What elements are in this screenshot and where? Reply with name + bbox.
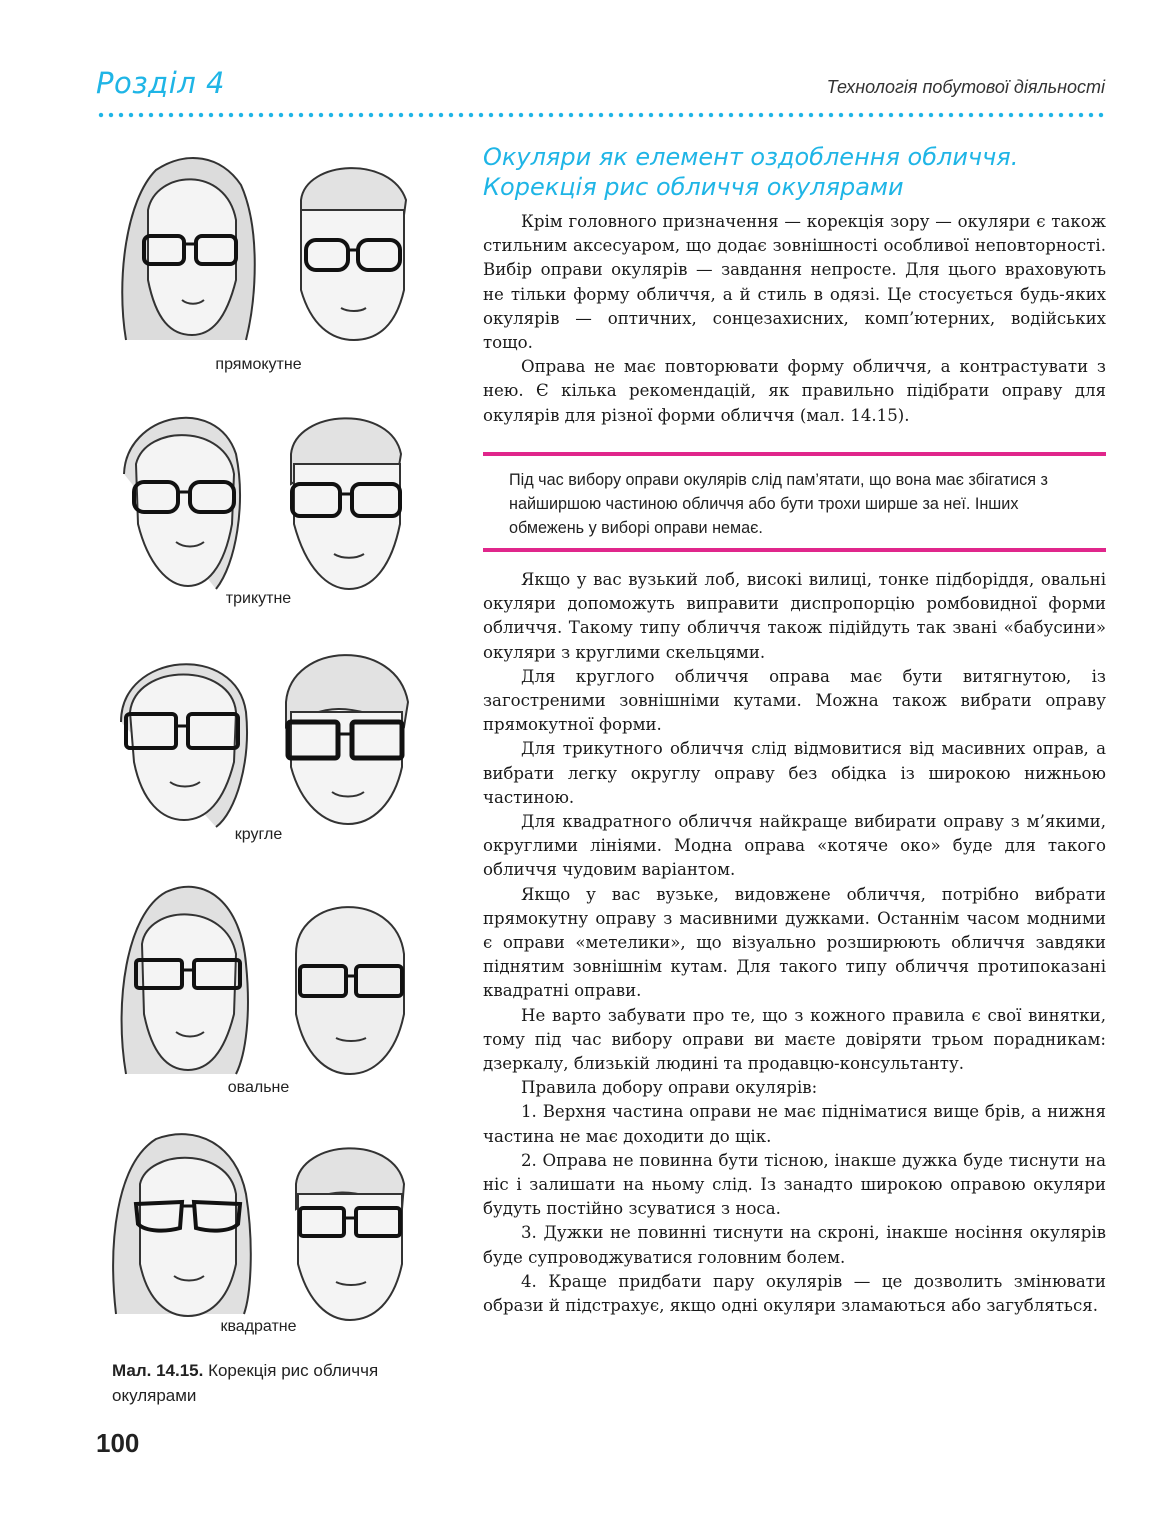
intro-paragraph-2: Оправа не має повторювати форму обличчя, а контрастувати з нею. Є кілька рекомендацій, як правильно підібрати оправу для окулярів для різної форми обличчя (мал. 14.15). xyxy=(483,357,1106,425)
face-row-round xyxy=(96,632,436,847)
note-text: Під час вибору оправи окулярів слід пам’ятати, що вона має збігатися з найширшою частиною обличчя або бути трохи ширше за неї. Інших обмежень у виборі оправи немає. xyxy=(509,471,1048,537)
intro-paragraph-1: Крім головного призначення — корекція зору — окуляри є також стильним аксесуаром, що додає зовнішності особливої неповторності. Вибір оправи окулярів — завдання непросте. Для цього враховують не тільки форму обличчя, а й стиль в одязі. Це стосується будь-яких окулярів — оптичних, сонцезахисних, комп’ютерних, водійських тощо. xyxy=(483,212,1106,353)
article-heading-line-1: Окуляри як елемент оздоблення обличчя. xyxy=(483,143,1019,171)
figure-caption-text: Корекція рис обличчя окулярами xyxy=(112,1361,379,1405)
article-heading xyxy=(483,142,1103,202)
face-illustration-round xyxy=(96,632,436,832)
rule-1: 1. Верхня частина оправи не має підніматися вище брів, а нижня частина не має доходити до щік. xyxy=(483,1102,1106,1146)
dotted-divider xyxy=(96,112,1106,118)
paragraph-advisors: Не варто забувати про те, що з кожного правила є свої винятки, тому під час вибору оправи ви маєте довіряти трьом порадникам: дзеркалу, близькій людині та продавцю-консультанту. xyxy=(483,1005,1106,1074)
intro-text xyxy=(483,210,1106,428)
section-label: Розділ 4 xyxy=(96,66,225,100)
face-caption-square: квадратне xyxy=(220,1318,297,1335)
rule-4: 4. Краще придбати пару окулярів — це дозволить змінювати образи й підстрахує, якщо одні окуляри зламаються або загубляться. xyxy=(483,1271,1106,1316)
page-number: 100 xyxy=(96,1428,140,1458)
rule-2: 2. Оправа не повинна бути тісною, інакше дужка буде тиснути на ніс і залишати на ньому слід. Із занадто широкою оправою окуляри будуть постійно зсуватися з носа. xyxy=(483,1150,1106,1219)
face-row-triangular xyxy=(96,394,436,609)
face-caption-triangular: трикутне xyxy=(225,590,292,607)
face-illustration-triangular xyxy=(96,394,436,594)
figure-caption-label: Мал. 14.15. xyxy=(112,1361,204,1380)
paragraph-long-face: Якщо у вас вузьке, видовжене обличчя, потрібно вибрати прямокутну оправу з масивними дужками. Останнім часом модними є оправи «метелики», що візуально розширюють обличчя завдяки піднятим зовнішнім кутам. Для такого типу обличчя протипоказані квадратні оправи. xyxy=(483,884,1106,1001)
paragraph-triangular-face: Для трикутного обличчя слід відмовитися від масивних оправ, а вибрати легку округлу оправу без обідка із широкою нижньою частиною. xyxy=(483,739,1106,807)
face-illustration-rectangular xyxy=(96,140,436,355)
face-row-rectangular xyxy=(96,140,436,355)
face-illustration-oval xyxy=(96,874,436,1079)
face-illustration-square xyxy=(96,1124,436,1324)
face-row-square xyxy=(96,1124,436,1339)
rules-heading: Правила добору оправи окулярів: xyxy=(521,1078,818,1098)
paragraph-square-face: Для квадратного обличчя найкраще вибирати оправу з м’якими, округлими лініями. Модна оправа «котяче око» буде для такого обличчя чудовим варіантом. xyxy=(483,812,1106,880)
face-caption-round: кругле xyxy=(234,826,283,843)
paragraph-round-face: Для круглого обличчя оправа має бути витягнутою, із загостреними зовнішніми кутами. Можна також вибрати оправу прямокутної форми. xyxy=(483,666,1106,735)
paragraph-diamond-face: Якщо у вас вузький лоб, високі вилиці, тонке підборіддя, овальні окуляри допоможуть виправити диспропорцію ромбовидної форми обличчя. Такому типу обличчя також підійдуть так звані «бабусини» окуляри з круглими скельцями. xyxy=(483,570,1106,662)
article-heading-line-2: Корекція рис обличчя окулярами xyxy=(483,173,904,201)
face-row-oval xyxy=(96,874,436,1089)
running-title: Технологія побутової діяльності xyxy=(826,77,1105,97)
face-caption-oval: овальне xyxy=(227,1079,290,1096)
face-caption-rectangular: прямокутне xyxy=(215,356,302,373)
main-text xyxy=(483,568,1106,1318)
rule-3: 3. Дужки не повинні тиснути на скроні, інакше носіння окулярів буде супроводжуватися головним болем. xyxy=(483,1223,1106,1267)
figure-caption xyxy=(112,1358,432,1408)
note-box xyxy=(483,452,1106,552)
